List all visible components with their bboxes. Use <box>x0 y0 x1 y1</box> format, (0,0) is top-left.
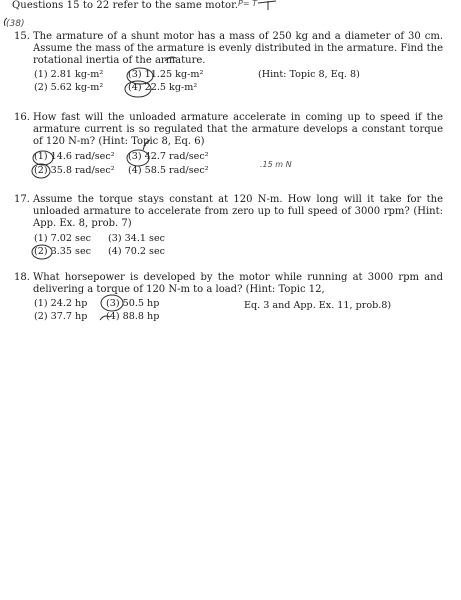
option-4: (4) 70.2 sec <box>108 246 166 257</box>
option-3: (3) 42.7 rad/sec² <box>128 151 209 162</box>
option-1: (1) 24.2 hp <box>34 298 88 309</box>
option-3: (3) 50.5 hp <box>106 298 160 309</box>
option-3: (3) 34.1 sec <box>108 233 166 244</box>
question-text: How fast will the unloaded armature accelerate in coming up to speed if the armature current is so regulated that the armature develops a constant torque of 120 N-m? (Hint: Topic 8, Eq. 6) <box>33 112 443 148</box>
option-1: (1) 14.6 rad/sec² <box>34 151 115 162</box>
option-2: (2) 3.35 sec <box>34 246 92 257</box>
question-hint: Eq. 3 and App. Ex. 11, prob.8) <box>244 300 392 311</box>
question-number: 15. <box>14 31 30 42</box>
question-text: The armature of a shunt motor has a mass of 250 kg and a diameter of 30 cm. Assume the mass of the armature is evenly distributed in the armature. Find the rotational inertia of the armature. <box>33 31 443 67</box>
intro-text: Questions 15 to 22 refer to the same motor. <box>12 0 239 11</box>
top-right-scribble <box>258 1 276 10</box>
top-right-handwriting: P= T <box>238 0 257 8</box>
question-number: 16. <box>14 112 30 123</box>
question-text: Assume the torque stays constant at 120 N-m. How long will it take for the unloaded armature to accelerate from zero up to full speed of 3000 rpm? (Hint: App. Ex. 8, prob. 7) <box>33 194 443 230</box>
question-number: 18. <box>14 272 30 283</box>
margin-handwriting: (38) <box>6 19 25 29</box>
question-text: What horsepower is developed by the motor while running at 3000 rpm and delivering a torque of 120 N-m to a load? (Hint: Topic 12, <box>33 272 443 296</box>
option-2: (2) 37.7 hp <box>34 311 88 322</box>
option-4: (4) 22.5 kg-m² <box>128 82 198 93</box>
question-17 <box>14 194 454 231</box>
question-number: 17. <box>14 194 30 205</box>
option-4: (4) 58.5 rad/sec² <box>128 165 209 176</box>
option-1: (1) 2.81 kg-m² <box>34 69 104 80</box>
option-4: (4) 88.8 hp <box>106 311 160 322</box>
option-1: (1) 7.02 sec <box>34 233 92 244</box>
option-2: (2) 5.62 kg-m² <box>34 82 104 93</box>
option-2: (2) 35.8 rad/sec² <box>34 165 115 176</box>
option-3: (3) 11.25 kg-m² <box>128 69 204 80</box>
question-hint: (Hint: Topic 8, Eq. 8) <box>258 69 360 80</box>
margin-handwriting: .15 m N <box>260 160 292 169</box>
question-18 <box>14 272 454 296</box>
question-15 <box>14 31 454 68</box>
question-16 <box>14 112 454 149</box>
